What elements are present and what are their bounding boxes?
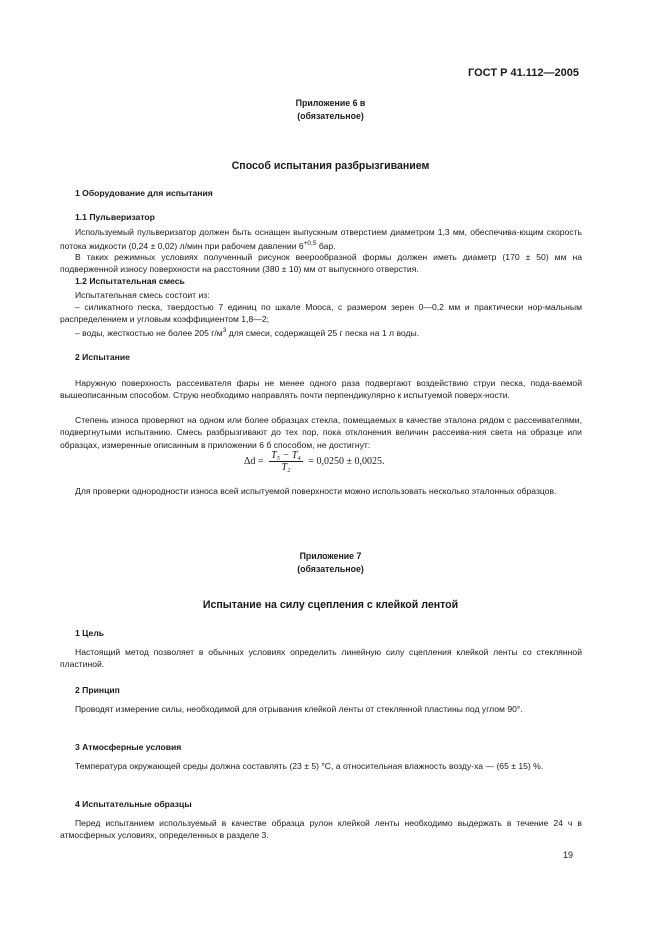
list-item-water-text: – воды, жесткостью не более 205 г/м	[75, 327, 223, 338]
paragraph-wear-check: Степень износа проверяют на одном или более образцах стекла, помещаемых в качестве эталона рядом с рассеивателями, подвергнутыми испытанию. Смесь разбрызгивают до тех пор, пока отклонения величин рассеива-ния света на образце или образцах, измеренные описанным в приложении 6 б способом, не достигнут:	[60, 415, 582, 450]
heading-equipment: 1 Оборудование для испытания	[75, 188, 213, 198]
formula-delta-d	[244, 450, 385, 473]
appendix-7-title: Испытание на силу сцепления с клейкой лентой	[202, 599, 459, 611]
paragraph-uniformity: Для проверки однородности износа всей испытуемой поверхности можно использовать несколько эталонных образцов.	[75, 486, 557, 496]
paragraph-sprayer-text: Используемый пульверизатор должен быть оснащен выпускным отверстием диаметром 1,3 мм, обеспечива-ющим скорость потока жидкости (0,24 ± 0,02) л/мин при рабочем давлении 6	[60, 227, 582, 252]
formula-lhs: Δd =	[244, 455, 264, 467]
heading-atmospheric-conditions: 3 Атмосферные условия	[75, 742, 182, 752]
heading-test-mixture: 1.2 Испытательная смесь	[75, 276, 185, 286]
pressure-tolerance: +0,5	[303, 240, 317, 248]
paragraph-atmospheric-conditions: Температура окружающей среды должна составлять (23 ± 5) °С, а относительная влажность возду-ха — (65 ± 15) %.	[75, 761, 544, 771]
paragraph-principle: Проводят измерение силы, необходимой для отрывания клейкой ленты от стеклянной пластины под углом 90°.	[75, 704, 523, 714]
heading-test: 2 Испытание	[75, 352, 130, 362]
list-item-sand: – силикатного песка, твердостью 7 единиц по шкале Мооса, с размером зерен 0—0,2 мм и практически нор-мальным распределением и угловым коэффициентом 1,8—2;	[60, 302, 582, 325]
water-unit-exponent: 3	[222, 327, 227, 334]
paragraph-sprayer-unit: бар.	[316, 241, 336, 252]
paragraph-spray-pattern: В таких режимных условиях полученный рисунок веерообразной формы должен иметь диаметр (170 ± 50) мм на подверженной износу поверхности на расстоянии (380 ± 10) мм от выпускного отверстия.	[60, 252, 582, 275]
page-number: 19	[562, 850, 573, 860]
paragraph-sprayer	[60, 226, 582, 252]
paragraph-purpose: Настоящий метод позволяет в обычных условиях определить линейную силу сцепления клейкой ленты со стеклянной пластиной.	[60, 647, 582, 670]
list-item-water-tail: для смеси, содержащей 25 г песка на 1 л воды.	[226, 327, 420, 338]
paragraph-test-samples: Перед испытанием используемый в качестве образца рулон клейкой ленты необходимо выдержать в течение 24 ч в атмосферных условиях, определенных в разделе 3.	[60, 818, 582, 841]
appendix-6-status: (обязательное)	[297, 111, 364, 121]
formula-denominator: T₂	[281, 462, 291, 473]
appendix-6-title: Способ испытания разбрызгиванием	[231, 160, 430, 172]
formula-rhs: = 0,0250 ± 0,0025.	[308, 455, 385, 467]
list-item-water	[60, 325, 582, 339]
appendix-7-status: (обязательное)	[297, 564, 364, 574]
heading-test-samples: 4 Испытательные образцы	[75, 799, 192, 809]
document-code: ГОСТ Р 41.112—2005	[468, 67, 579, 79]
heading-purpose: 1 Цель	[75, 628, 105, 638]
appendix-6-header	[0, 97, 661, 123]
heading-sprayer: 1.1 Пульверизатор	[75, 212, 155, 222]
appendix-6-label: Приложение 6 в	[295, 98, 366, 108]
heading-principle: 2 Принцип	[75, 685, 120, 695]
appendix-7-header	[0, 550, 661, 576]
formula-fraction	[269, 450, 303, 473]
paragraph-test-procedure: Наружную поверхность рассеивателя фары не менее одного раза подвергают воздействию струи песка, пода-ваемой вышеописанным способом. Струю необходимо направлять почти перпендикулярно к испытуемой поверх-ности.	[60, 378, 582, 401]
paragraph-mixture-intro: Испытательная смесь состоит из:	[75, 290, 210, 300]
appendix-7-label: Приложение 7	[299, 551, 362, 561]
formula-numerator: T₅ − T₄	[271, 450, 301, 461]
